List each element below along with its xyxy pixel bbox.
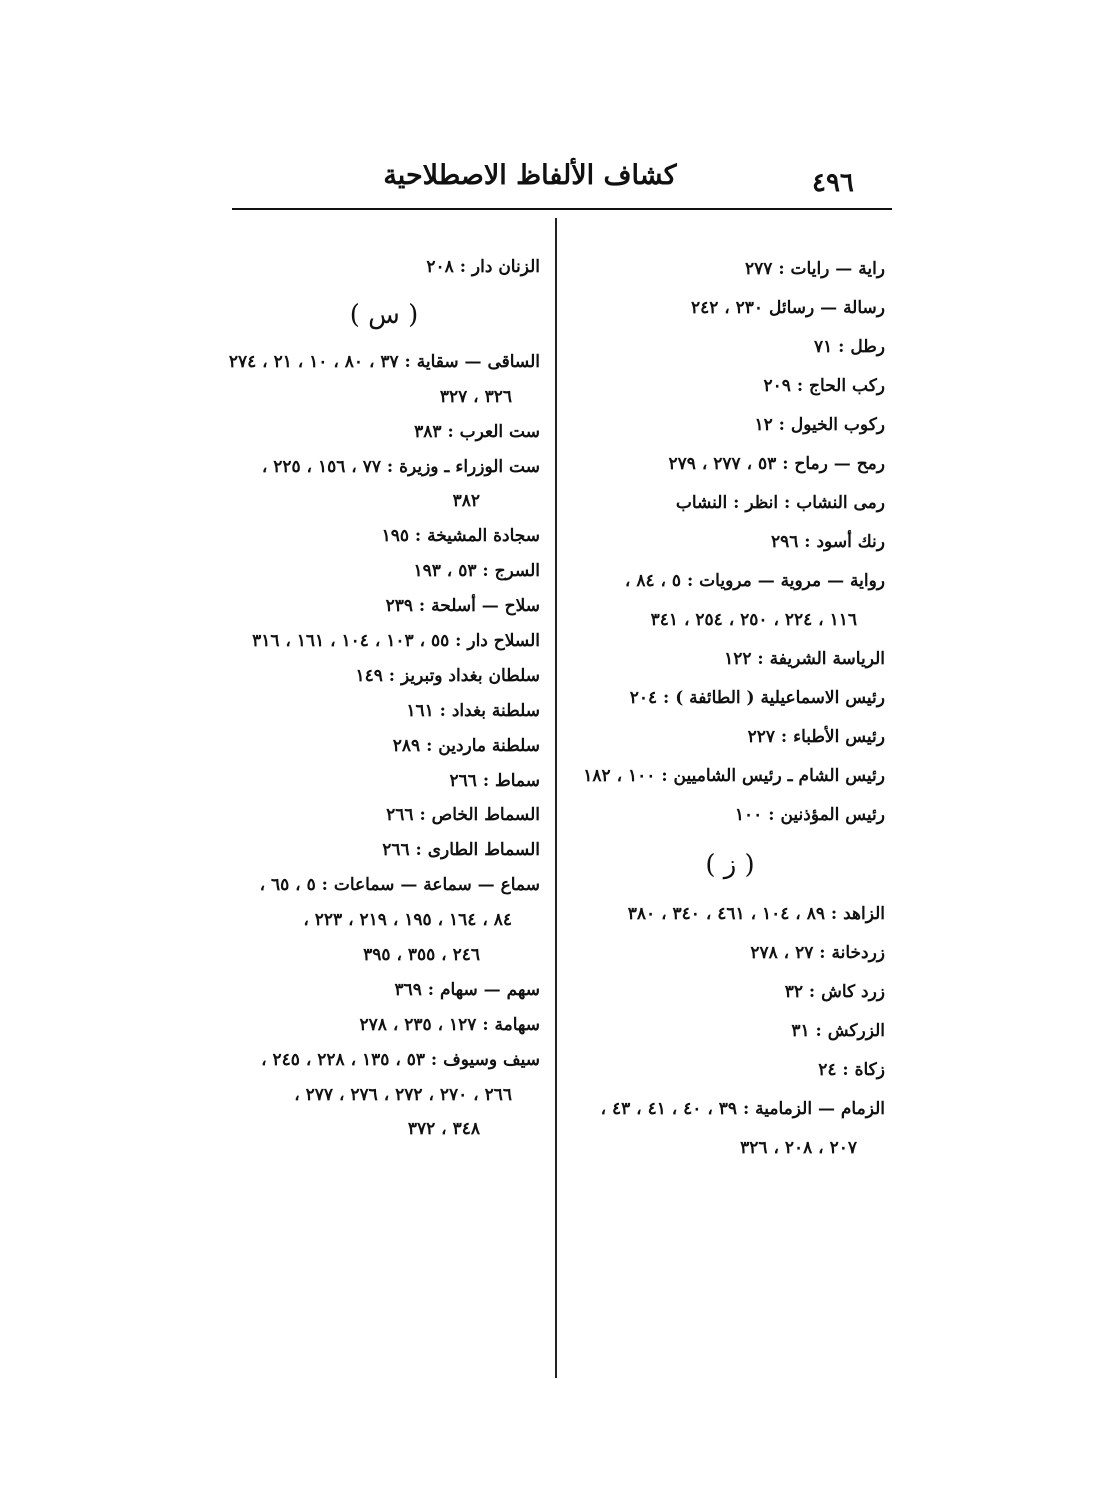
index-entry-continuation: ٢٤٦ ، ٣٥٥ ، ٣٩٥: [363, 945, 480, 966]
index-entry: ركب الحاج : ٢٠٩: [763, 376, 885, 396]
index-entry-continuation: ٣٤٨ ، ٣٧٢: [407, 1119, 480, 1140]
index-entry: رمح — رماح : ٥٣ ، ٢٧٧ ، ٢٧٩: [668, 454, 885, 474]
index-entry-continuation: ٣٢٦ ، ٣٢٧: [439, 386, 512, 407]
index-entry: سيف وسيوف : ٥٣ ، ١٣٥ ، ٢٢٨ ، ٢٤٥ ،: [261, 1049, 540, 1070]
index-entry: زردخانة : ٢٧ ، ٢٧٨: [750, 943, 885, 963]
index-entry: زكاة : ٢٤: [818, 1060, 885, 1080]
column-divider: [555, 218, 557, 1378]
right-column: [575, 250, 885, 1168]
index-entry: رواية — مروية — مرويات : ٥ ، ٨٤ ،: [624, 571, 885, 591]
index-entry: السرج : ٥٣ ، ١٩٣: [413, 561, 540, 582]
index-entry-continuation: ١١٦ ، ٢٢٤ ، ٢٥٠ ، ٢٥٤ ، ٣٤١: [650, 610, 857, 630]
index-entry: رسالة — رسائل ٢٣٠ ، ٢٤٢: [690, 298, 885, 318]
index-entry: سلاح — أسلحة : ٢٣٩: [385, 596, 540, 617]
index-entry: الزاهد : ٨٩ ، ١٠٤ ، ٤٦١ ، ٣٤٠ ، ٣٨٠: [627, 904, 885, 924]
index-entry: رئيس الشام ـ رئيس الشاميين : ١٠٠ ، ١٨٢: [583, 766, 885, 786]
page-number: ٤٩٦: [812, 168, 854, 198]
index-entry: زرد كاش : ٣٢: [784, 982, 885, 1002]
index-entry-continuation: ٢٠٧ ، ٢٠٨ ، ٣٢٦: [740, 1138, 857, 1158]
index-entry: الرياسة الشريفة : ١٢٢: [724, 649, 885, 669]
section-letter-sin: ( س ): [349, 299, 419, 330]
index-entry: الزنان دار : ٢٠٨: [426, 257, 540, 277]
section-letter-zay: ( ز ): [705, 850, 755, 880]
index-entry-continuation: ٣٨٢: [452, 491, 480, 512]
index-entry: رمى النشاب : انظر : النشاب: [675, 493, 885, 513]
index-entry: سهامة : ١٢٧ ، ٢٣٥ ، ٢٧٨: [359, 1014, 540, 1035]
index-entry: ركوب الخيول : ١٢: [754, 415, 885, 435]
index-entry-continuation: ٢٦٦ ، ٢٧٠ ، ٢٧٢ ، ٢٧٦ ، ٢٧٧ ،: [294, 1084, 512, 1105]
index-entry: راية — رايات : ٢٧٧: [745, 259, 885, 279]
index-entry: الزمام — الزمامية : ٣٩ ، ٤٠ ، ٤١ ، ٤٣ ،: [600, 1099, 885, 1119]
index-entry: سماط : ٢٦٦: [449, 770, 540, 791]
index-entry: السلاح دار : ٥٥ ، ١٠٣ ، ١٠٤ ، ١٦١ ، ٣١٦: [252, 631, 540, 652]
index-entry-continuation: ٨٤ ، ١٦٤ ، ١٩٥ ، ٢١٩ ، ٢٢٣ ،: [303, 910, 512, 931]
index-entry: السماط الخاص : ٢٦٦: [386, 805, 540, 826]
index-entry: السماط الطارى : ٢٦٦: [382, 840, 540, 861]
index-entry: رئيس الاسماعيلية ( الطائفة ) : ٢٠٤: [629, 688, 885, 708]
index-entry: الساقى — سقاية : ٣٧ ، ٨٠ ، ١٠ ، ٢١ ، ٢٧٤: [228, 351, 540, 372]
index-entry: سماع — سماعة — سماعات : ٥ ، ٦٥ ،: [259, 875, 540, 896]
index-entry: سجادة المشيخة : ١٩٥: [381, 526, 540, 547]
left-column: [228, 250, 540, 1147]
index-entry: رئيس الأطباء : ٢٢٧: [747, 727, 885, 747]
index-entry: رطل : ٧١: [814, 337, 885, 357]
index-entry: سلطنة بغداد : ١٦١: [406, 700, 540, 721]
index-entry: سلطنة ماردين : ٢٨٩: [392, 735, 540, 756]
index-entry: الزركش : ٣١: [791, 1021, 885, 1041]
index-entry: رنك أسود : ٢٩٦: [770, 532, 885, 552]
index-entry: ست الوزراء ـ وزيرة : ٧٧ ، ١٥٦ ، ٢٢٥ ،: [261, 456, 540, 477]
index-entry: سلطان بغداد وتبريز : ١٤٩: [355, 665, 540, 686]
index-entry: سهم — سهام : ٣٦٩: [394, 979, 540, 1000]
index-entry: ست العرب : ٣٨٣: [414, 421, 540, 442]
index-entry: رئيس المؤذنين : ١٠٠: [734, 805, 885, 825]
page-title: كشاف الألفاظ الاصطلاحية: [383, 160, 677, 191]
header-rule: [232, 208, 892, 210]
